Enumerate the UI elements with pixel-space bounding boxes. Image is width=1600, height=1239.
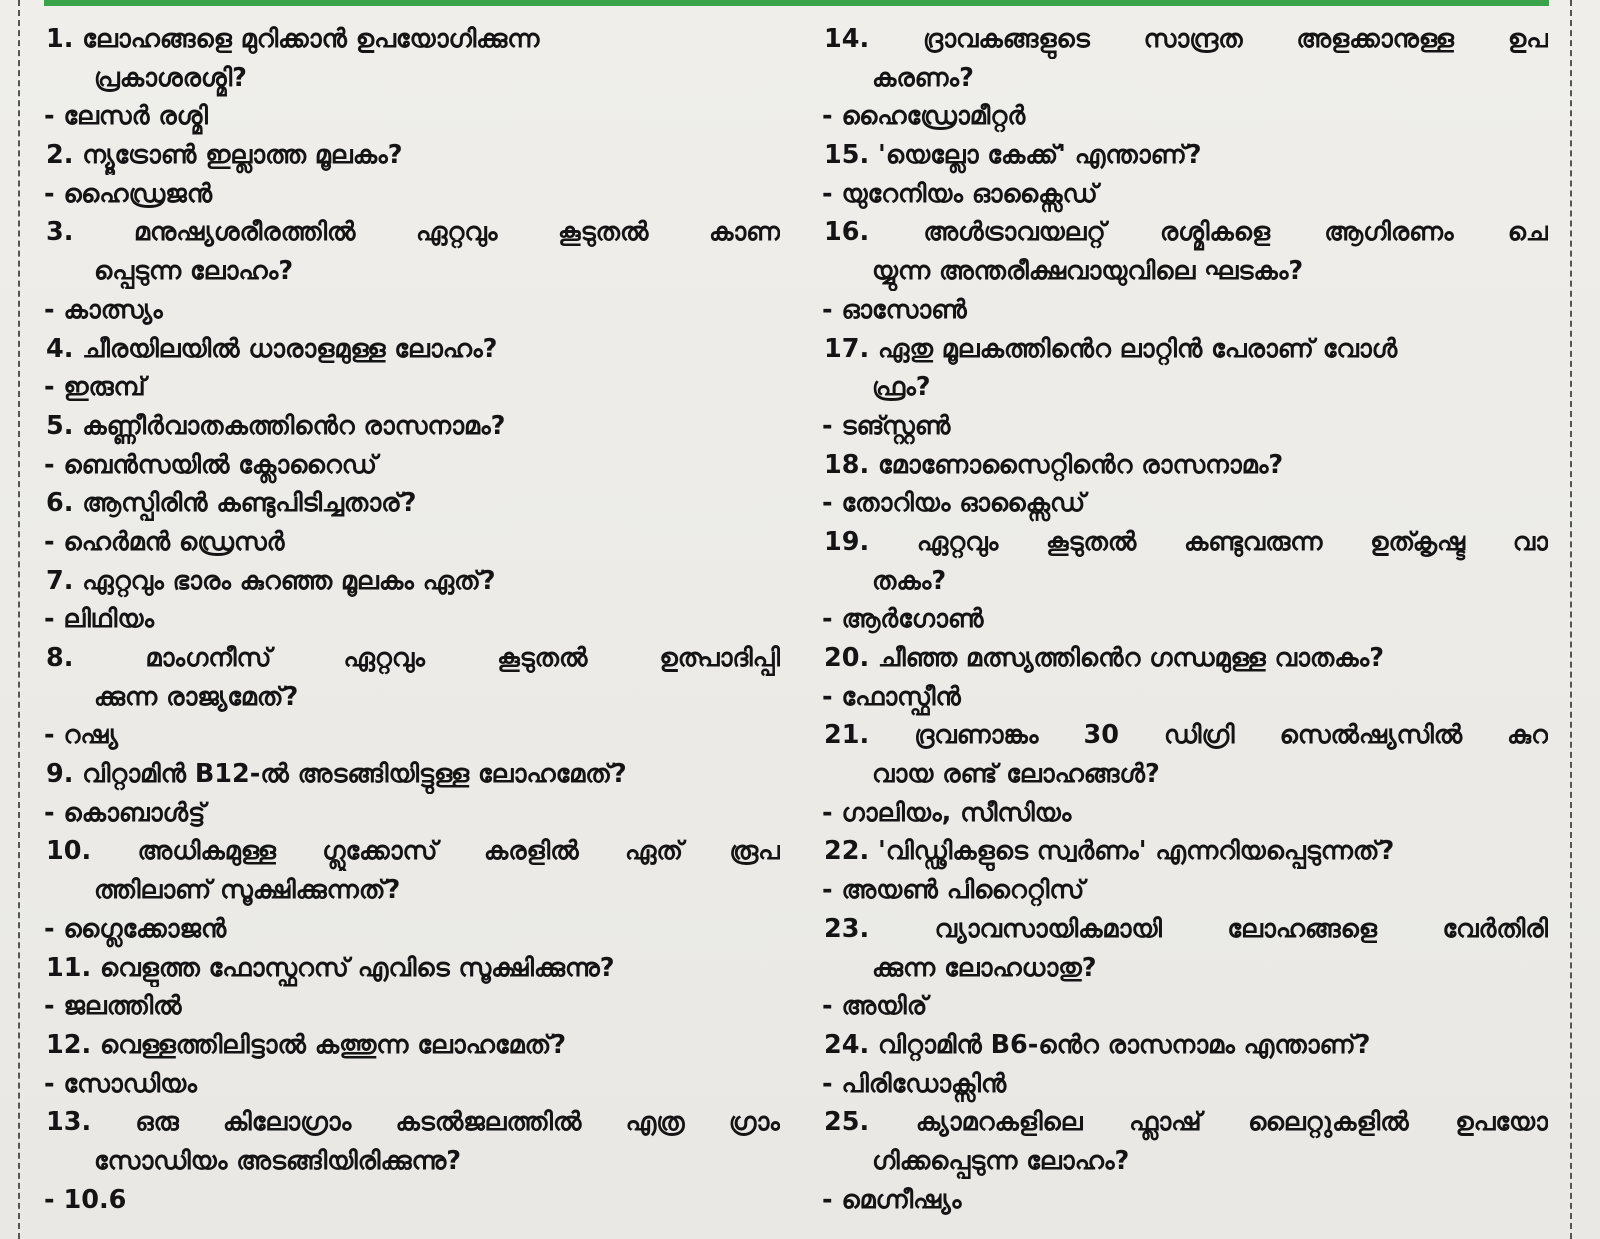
answer-line: - പിരിഡോക്സിൻ [822,1068,1007,1099]
right-column [818,20,1548,1219]
question-line: 18. മോണോസൈറ്റിൻെറ രാസനാമം? [824,449,1284,480]
left-column [40,20,780,1219]
question-continuation: വായ രണ്ട് ലോഹങ്ങൾ? [872,759,1160,790]
question-line: 11. വെളുത്ത ഫോസ്ഫറസ് എവിടെ സൂക്ഷിക്കുന്നു? [46,952,615,983]
answer-line: - ഹൈഡ്രോമീറ്റർ [822,101,1026,132]
question-continuation: തകം? [872,565,947,596]
question-continuation: പ്രകാശരശ്മി? [94,62,247,93]
question-line: 8. മാംഗനീസ് ഏറ്റവും കൂടുതൽ ഉത്പാദിപ്പി [46,643,780,673]
question-line: 10. അധികമുള്ള ഗ്ലൂക്കോസ് കരളിൽ ഏത് രൂപ [46,836,780,867]
question-continuation: ത്തിലാണ് സൂക്ഷിക്കുന്നത്? [94,875,401,906]
question-continuation: യ്യുന്ന അന്തരീക്ഷവായുവിലെ ഘടകം? [872,256,1304,287]
question-continuation: കരണം? [872,62,974,93]
question-line: 24. വിറ്റാമിൻ B6-ൻെറ രാസനാമം എന്താണ്? [824,1029,1371,1060]
answer-line: - ഗാലിയം, സീസിയം [822,797,1072,828]
answer-line: - കൊബാൾട്ട് [44,797,206,828]
question-line: 16. അൾട്രാവയലറ്റ് രശ്മികളെ ആഗിരണം ചെ [824,217,1548,248]
answer-line: - ടങ്സ്റ്റൺ [822,410,951,441]
question-continuation: ഫ്രം? [872,372,931,403]
question-line: 4. ചീരയിലയിൽ ധാരാളമുള്ള ലോഹം? [46,333,498,364]
answer-line: - കാത്സ്യം [44,294,163,325]
answer-line: - റഷ്യ [44,720,118,751]
question-line: 7. ഏറ്റവും ഭാരം കുറഞ്ഞ മൂലകം ഏത്? [46,565,496,596]
answer-line: - ഫോസ്ഫീൻ [822,681,961,712]
question-line: 15. 'യെല്ലോ കേക്ക്' എന്താണ്? [824,140,1202,171]
question-line: 6. ആസ്പിരിൻ കണ്ടുപിടിച്ചതാര്? [46,488,417,519]
answer-line: - ഗ്ലൈക്കോജൻ [44,913,227,944]
answer-line: - ലേസർ രശ്മി [44,101,208,132]
question-continuation: പ്പെടുന്ന ലോഹം? [94,256,294,287]
answer-line: - സോഡിയം [44,1068,197,1099]
question-line: 22. 'വിഡ്ഢികളുടെ സ്വർണം' എന്നറിയപ്പെടുന്നത്? [824,836,1395,867]
right-cut-line [1570,0,1572,1239]
answer-line: - യുറേനിയം ഓക്സൈഡ് [822,178,1098,209]
question-line: 14. ദ്രാവകങ്ങളുടെ സാന്ദ്രത അളക്കാനുള്ള ഉപ [824,24,1548,54]
question-line: 25. ക്യാമറകളിലെ ഫ്ലാഷ് ലൈറ്റുകളിൽ ഉപയോ [824,1107,1548,1138]
answer-line: - ഹെർമൻ ഡ്രെസർ [44,526,285,557]
answer-line: - ഓസോൺ [822,294,967,325]
question-line: 1. ലോഹങ്ങളെ മുറിക്കാൻ ഉപയോഗിക്കുന്ന [46,24,540,54]
question-line: 23. വ്യാവസായികമായി ലോഹങ്ങളെ വേർതിരി [824,913,1548,944]
question-line: 17. ഏതു മൂലകത്തിൻെറ ലാറ്റിൻ പേരാണ് വോൾ [824,333,1398,364]
answer-line: - 10.6 [44,1184,127,1215]
answer-line: - അയിര് [822,991,928,1022]
answer-line: - തോറിയം ഓക്സൈഡ് [822,488,1086,519]
question-continuation: സോഡിയം അടങ്ങിയിരിക്കുന്നു? [94,1145,462,1176]
answer-line: - ലിഥിയം [44,604,155,635]
answer-line: - ബെൻസയിൽ ക്ലോറൈഡ് [44,449,378,480]
left-cut-line [18,0,20,1239]
answer-line: - ഹൈഡ്രജൻ [44,178,213,209]
answer-line: - ആർഗോൺ [822,604,984,635]
answer-line: - അയൺ പിറൈറ്റിസ് [822,875,1085,906]
question-line: 12. വെള്ളത്തിലിട്ടാൽ കത്തുന്ന ലോഹമേത്? [46,1029,566,1060]
question-line: 21. ദ്രവണാങ്കം 30 ഡിഗ്രി സെൽഷ്യസിൽ കുറ [824,720,1548,751]
header-rule [44,0,1549,6]
question-line: 3. മനുഷ്യശരീരത്തിൽ ഏറ്റവും കൂടുതൽ കാണ [46,217,780,248]
question-line: 9. വിറ്റാമിൻ B12-ൽ അടങ്ങിയിട്ടുള്ള ലോഹമേത്? [46,759,627,790]
question-line: 13. ഒരു കിലോഗ്രാം കടൽജലത്തിൽ എത്ര ഗ്രാം [46,1107,780,1138]
question-line: 5. കണ്ണീർവാതകത്തിൻെറ രാസനാമം? [46,410,506,441]
question-continuation: ക്കുന്ന രാജ്യമേത്? [94,681,299,712]
question-line: 2. ന്യൂട്രോൺ ഇല്ലാത്ത മൂലകം? [46,140,403,171]
question-continuation: ക്കുന്ന ലോഹധാതു? [872,952,1097,983]
question-line: 19. ഏറ്റവും കൂടുതൽ കണ്ടുവരുന്ന ഉത്കൃഷ്ട വാ [824,526,1548,557]
answer-line: - ജലത്തിൽ [44,991,182,1022]
answer-line: - മെഗ്നീഷ്യം [822,1184,962,1215]
question-line: 20. ചീഞ്ഞ മത്സ്യത്തിൻെറ ഗന്ധമുള്ള വാതകം? [824,643,1385,673]
question-continuation: ഗിക്കപ്പെടുന്ന ലോഹം? [872,1145,1130,1176]
answer-line: - ഇരുമ്പ് [44,372,146,403]
